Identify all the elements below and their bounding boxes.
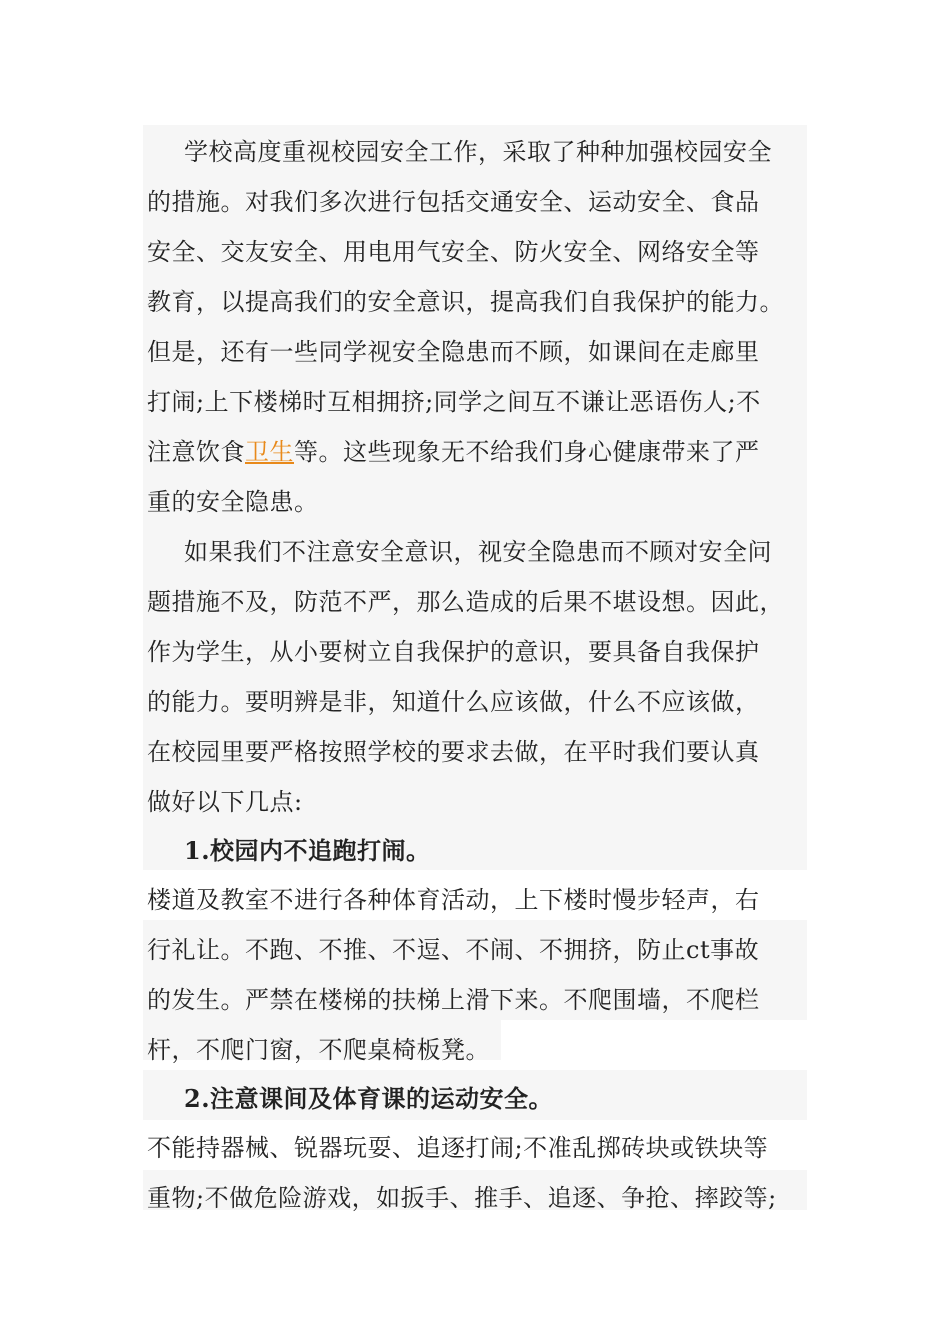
text-line: 安全、交友安全、用电用气安全、防火安全、网络安全等 <box>147 238 760 266</box>
text-line: 在校园里要严格按照学校的要求去做，在平时我们要认真 <box>147 738 760 766</box>
hygiene-link[interactable]: 卫生 <box>245 438 294 466</box>
text-line: 学校高度重视校园安全工作，采取了种种加强校园安全 <box>184 138 772 166</box>
text-line: 教育，以提高我们的安全意识，提高我们自我保护的能力。 <box>147 288 784 316</box>
text-line: 重物;不做危险游戏，如扳手、推手、追逐、争抢、摔跤等; <box>147 1184 777 1212</box>
text-segment: 注意饮食 <box>147 438 245 466</box>
text-line: 的发生。严禁在楼梯的扶梯上滑下来。不爬围墙，不爬栏 <box>147 986 760 1014</box>
text-line: 行礼让。不跑、不推、不逗、不闹、不拥挤，防止ct事故 <box>147 936 760 964</box>
text-line: 但是，还有一些同学视安全隐患而不顾，如课间在走廊里 <box>147 338 760 366</box>
text-segment: 等。这些现象无不给我们身心健康带来了严 <box>294 438 760 466</box>
text-line: 的措施。对我们多次进行包括交通安全、运动安全、食品 <box>147 188 760 216</box>
text-line: 题措施不及，防范不严，那么造成的后果不堪设想。因此， <box>147 588 784 616</box>
text-line-with-link <box>147 437 760 467</box>
section-heading: 2.注意课间及体育课的运动安全。 <box>184 1084 554 1113</box>
text-line: 做好以下几点: <box>147 788 303 816</box>
text-line: 不能持器械、锐器玩耍、追逐打闹;不准乱掷砖块或铁块等 <box>147 1134 769 1162</box>
text-line: 作为学生，从小要树立自我保护的意识，要具备自我保护 <box>147 638 760 666</box>
text-line: 的能力。要明辨是非，知道什么应该做，什么不应该做， <box>147 688 760 716</box>
text-line: 杆，不爬门窗，不爬桌椅板凳。 <box>147 1036 490 1064</box>
text-line: 重的安全隐患。 <box>147 488 319 516</box>
text-line: 打闹;上下楼梯时互相拥挤;同学之间互不谦让恶语伤人;不 <box>147 388 761 416</box>
section-heading: 1.校园内不追跑打闹。 <box>184 836 431 865</box>
text-line: 楼道及教室不进行各种体育活动，上下楼时慢步轻声，右 <box>147 886 760 914</box>
text-line: 如果我们不注意安全意识，视安全隐患而不顾对安全问 <box>184 538 772 566</box>
